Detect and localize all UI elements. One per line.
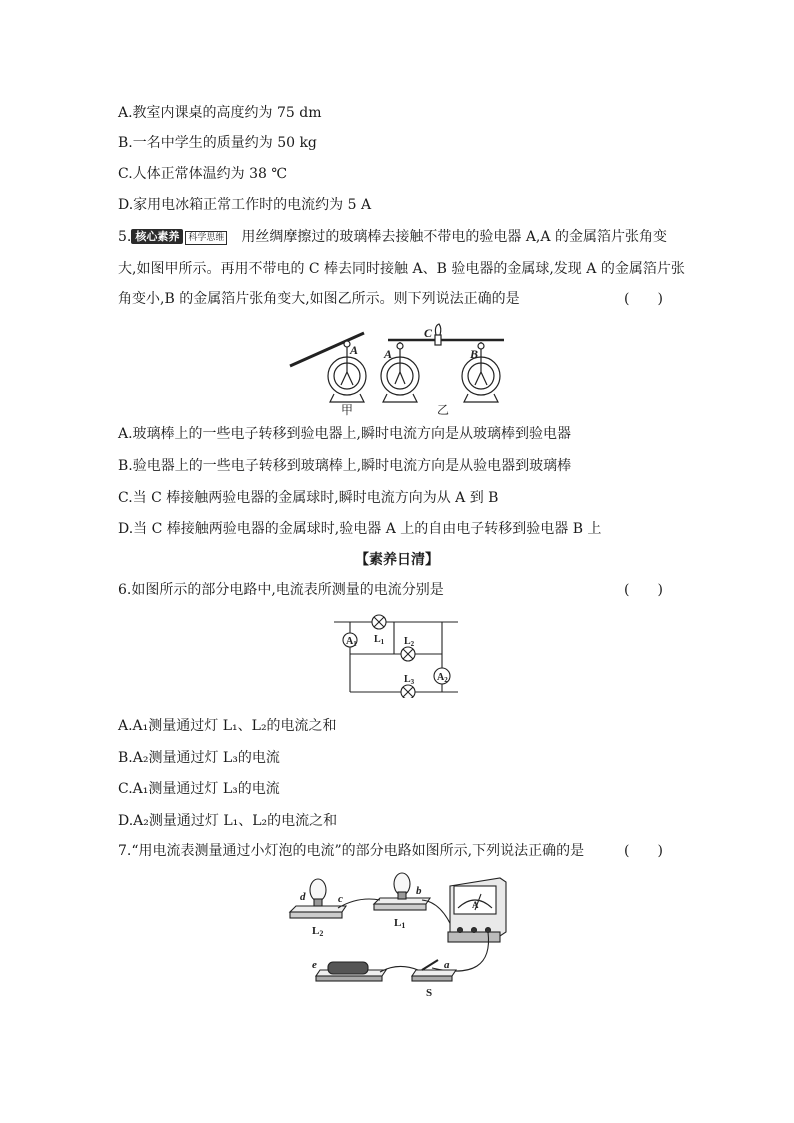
label-e: e (312, 959, 317, 971)
ammeter-face-label: A (472, 900, 479, 910)
scientific-thinking-badge: 科学思维 (185, 231, 227, 245)
label-d: d (300, 891, 306, 903)
fig-label-yi: 乙 (437, 403, 450, 417)
fig-label-c: C (424, 326, 433, 340)
label-c: c (338, 893, 343, 905)
label-l1: L1 (394, 917, 406, 930)
q6-option-c: C.A₁测量通过灯 L₃的电流 (118, 781, 280, 797)
label-b: b (416, 885, 422, 897)
q5-stem-line2: 大,如图甲所示。再用不带电的 C 棒去同时接触 A、B 验电器的金属球,发现 A 的金属箔片张 (118, 261, 685, 277)
q5-answer-paren: ( ) (624, 291, 663, 307)
q7-stem: 7.“用电流表测量通过小灯泡的电流”的部分电路如图所示,下列说法正确的是 (118, 843, 585, 859)
q5-number: 5. (118, 229, 132, 245)
label-l2: L2 (312, 925, 324, 938)
q6-option-a: A.A₁测量通过灯 L₁、L₂的电流之和 (118, 718, 337, 734)
q5-stem-line1 (118, 227, 667, 247)
section-title: 【素养日清】 (355, 552, 439, 568)
q4-option-d: D.家用电冰箱正常工作时的电流约为 5 A (118, 197, 372, 213)
lamp-l3-label: $L_3$ (404, 674, 415, 686)
q5-option-b: B.验电器上的一些电子转移到玻璃棒上,瞬时电流方向是从验电器到玻璃棒 (118, 458, 572, 474)
q4-option-b: B.一名中学生的质量约为 50 kg (118, 135, 317, 151)
q5-line1-text: 用丝绸摩擦过的玻璃棒去接触不带电的验电器 A,A 的金属箔片张角变 (241, 229, 667, 245)
q7-answer-paren: ( ) (624, 843, 663, 859)
lamp-l2-label: $L_2$ (404, 636, 415, 648)
ammeter-circuit-figure (282, 872, 530, 1004)
q6-option-d: D.A₂测量通过灯 L₁、L₂的电流之和 (118, 813, 338, 829)
q6-option-b: B.A₂测量通过灯 L₃的电流 (118, 750, 280, 766)
label-s: S (426, 987, 433, 999)
electroscope-figure (284, 322, 524, 418)
q5-option-a: A.玻璃棒上的一些电子转移到验电器上,瞬时电流方向是从玻璃棒到验电器 (118, 426, 572, 442)
core-literacy-badge: 核心素养 (131, 229, 183, 244)
q5-option-d: D.当 C 棒接触两验电器的金属球时,验电器 A 上的自由电子转移到验电器 B 上 (118, 521, 602, 537)
partial-circuit-figure (334, 612, 464, 698)
fig-label-jia: 甲 (341, 403, 354, 417)
lamp-l1-label: $L_1$ (374, 634, 385, 646)
q6-answer-paren: ( ) (624, 582, 663, 598)
meter-a2-label: $A_2$ (437, 672, 448, 684)
fig-label-a1: A (350, 343, 359, 357)
q5-option-c: C.当 C 棒接触两验电器的金属球时,瞬时电流方向为从 A 到 B (118, 490, 499, 506)
q4-option-c: C.人体正常体温约为 38 ℃ (118, 166, 288, 182)
fig-label-b: B (470, 347, 479, 361)
q4-option-a: A.教室内课桌的高度约为 75 dm (118, 105, 322, 121)
q5-stem-line3: 角变小,B 的金属箔片张角变大,如图乙所示。则下列说法正确的是 (118, 291, 520, 307)
fig-label-a2: A (384, 347, 393, 361)
q6-stem: 6.如图所示的部分电路中,电流表所测量的电流分别是 (118, 582, 444, 598)
meter-a1-label: $A_1$ (346, 636, 357, 648)
label-a: a (444, 959, 450, 971)
